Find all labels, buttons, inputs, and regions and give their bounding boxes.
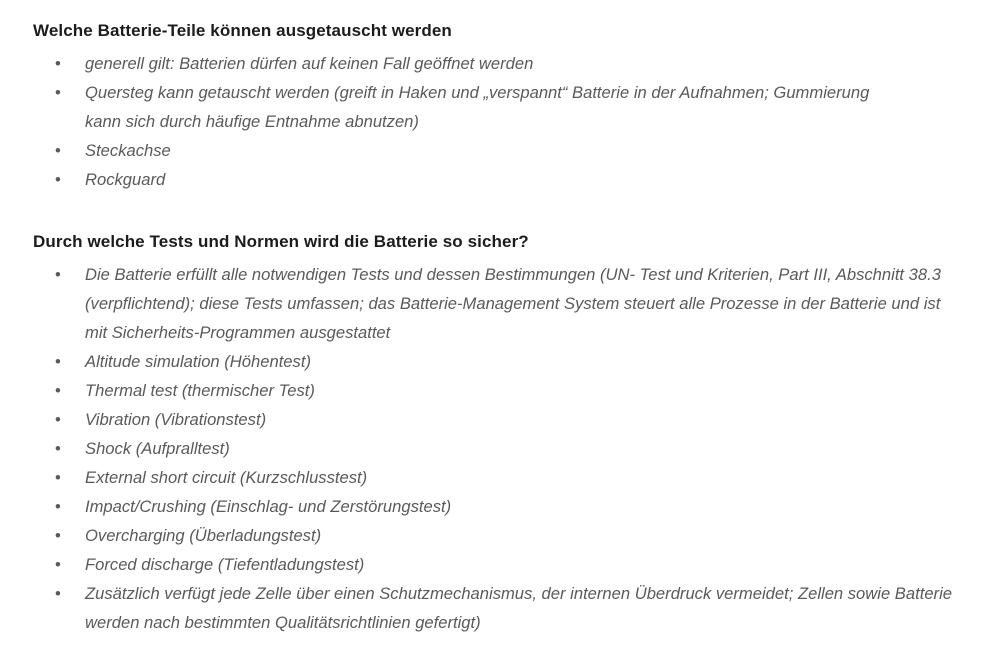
list-item: [33, 405, 960, 434]
list-item-text: Rockguard: [85, 170, 166, 189]
bullet-icon: •: [55, 468, 61, 487]
list-item: [33, 521, 960, 550]
list-item: [33, 492, 960, 521]
list-item-text: Impact/Crushing (Einschlag- und Zerstörungstest): [85, 497, 452, 516]
bullet-icon: •: [55, 170, 61, 189]
list-item-text: External short circuit (Kurzschlusstest): [85, 468, 368, 487]
bullet-icon: •: [55, 381, 61, 400]
list-item: [33, 550, 960, 579]
list-item-text: Thermal test (thermischer Test): [85, 381, 315, 400]
list-item: [33, 260, 960, 347]
list-item-text: Steckachse: [85, 141, 171, 160]
bullet-icon: •: [55, 83, 61, 102]
safety-tests-list: [33, 260, 960, 637]
list-item: [33, 78, 960, 136]
list-item: [33, 165, 960, 194]
bullet-icon: •: [55, 497, 61, 516]
list-item: [33, 49, 960, 78]
list-item: [33, 434, 960, 463]
bullet-icon: •: [55, 54, 61, 73]
bullet-icon: •: [55, 410, 61, 429]
replaceable-parts-list: [33, 49, 960, 194]
list-item: [33, 376, 960, 405]
section-heading-safety-tests: Durch welche Tests und Normen wird die Batterie so sicher?: [33, 232, 529, 251]
list-item-text: generell gilt: Batterien dürfen auf keinen Fall geöffnet werden: [85, 54, 534, 73]
list-item-text: Altitude simulation (Höhentest): [85, 352, 311, 371]
list-item-text: Zusätzlich verfügt jede Zelle über einen Schutzmechanismus, der internen Überdruck vermeidet; Zellen sowie Batterie werden nach bestimmten Qualitätsrichtlinien gefertigt): [85, 584, 952, 632]
list-item-text: Forced discharge (Tiefentladungstest): [85, 555, 365, 574]
bullet-icon: •: [55, 555, 61, 574]
section-heading-replaceable-parts: Welche Batterie-Teile können ausgetauscht werden: [33, 21, 452, 40]
bullet-icon: •: [55, 265, 61, 284]
list-item-text: Shock (Aufpralltest): [85, 439, 230, 458]
list-item-text: Die Batterie erfüllt alle notwendigen Tests und dessen Bestimmungen (UN- Test und Kriterien, Part III, Abschnitt 38.3 (verpflichtend); diese Tests umfassen; das Batterie-Management System steuert alle Prozesse in der Batterie und ist mit Sicherheits-Programmen ausgestattet: [85, 265, 941, 342]
list-item: [33, 347, 960, 376]
section-replaceable-parts: [33, 19, 960, 194]
list-item-text: Overcharging (Überladungstest): [85, 526, 322, 545]
list-item: [33, 579, 960, 637]
bullet-icon: •: [55, 141, 61, 160]
list-item-text: Quersteg kann getauscht werden (greift in Haken und „verspannt“ Batterie in der Aufnahmen; Gummierung kann sich durch häufige Entnahme abnutzen): [85, 83, 870, 131]
list-item-text: Vibration (Vibrationstest): [85, 410, 267, 429]
section-safety-tests: [33, 230, 960, 637]
bullet-icon: •: [55, 526, 61, 545]
list-item: [33, 463, 960, 492]
bullet-icon: •: [55, 352, 61, 371]
bullet-icon: •: [55, 439, 61, 458]
bullet-icon: •: [55, 584, 61, 603]
list-item: [33, 136, 960, 165]
